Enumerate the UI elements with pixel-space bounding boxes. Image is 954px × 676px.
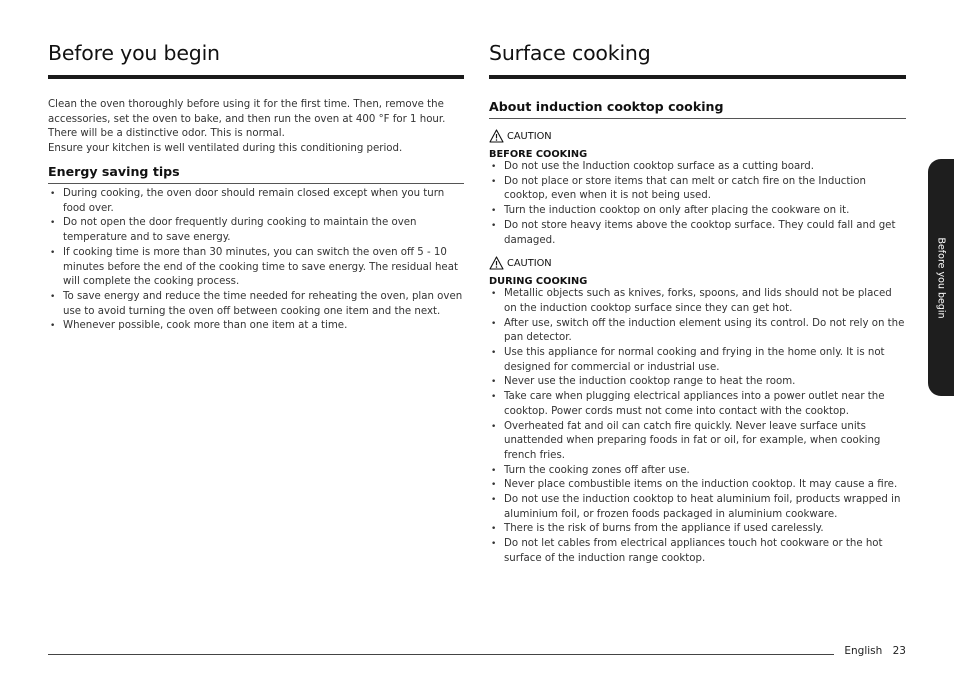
- list-item: • Do not place or store items that can melt or catch fire on the Induction cooktop, even when it is not being used.: [489, 175, 906, 204]
- caution-label: [489, 129, 906, 143]
- intro-paragraph: Clean the oven thoroughly before using it for the first time. Then, remove the accessories, set the oven to bake, and then run the oven at 400 °F for 1 hour. There will be a distinctive odor. This is normal.: [48, 99, 446, 140]
- energy-saving-heading: Energy saving tips: [48, 164, 464, 184]
- page-title-before-you-begin: Before you begin: [48, 41, 220, 65]
- title-rule: [489, 75, 906, 79]
- intro-paragraph: Ensure your kitchen is well ventilated during this conditioning period.: [48, 143, 403, 155]
- page-title-surface-cooking: Surface cooking: [489, 41, 651, 65]
- list-item: • Never place combustible items on the induction cooktop. It may cause a fire.: [489, 478, 906, 493]
- warning-triangle-icon: [489, 256, 504, 270]
- list-item: • Never use the induction cooktop range to heat the room.: [489, 375, 906, 390]
- list-item: • Do not store heavy items above the cooktop surface. They could fall and get damaged.: [489, 219, 906, 248]
- footer: [844, 645, 906, 657]
- list-item: • Take care when plugging electrical appliances into a power outlet near the cooktop. Power cords must not come into contact with the cooktop.: [489, 390, 906, 419]
- caution-label: [489, 256, 906, 270]
- before-cooking-list: [489, 160, 906, 248]
- caution-text: CAUTION: [507, 130, 552, 142]
- list-item: • After use, switch off the induction element using its control. Do not rely on the pan detector.: [489, 317, 906, 346]
- footer-rule: [48, 654, 834, 655]
- intro-text: [48, 98, 464, 157]
- side-tab-label: Before you begin: [935, 236, 947, 319]
- during-cooking-list: [489, 287, 906, 566]
- during-cooking-subhead: DURING COOKING: [489, 276, 588, 288]
- list-item: • Turn the cooking zones off after use.: [489, 464, 906, 479]
- list-item: • Overheated fat and oil can catch fire quickly. Never leave surface units unattended when preparing foods in fat or oil, for example, when cooking french fries.: [489, 420, 906, 464]
- list-item: • If cooking time is more than 30 minutes, you can switch the oven off 5 - 10 minutes before the end of the cooking time to save energy. The residual heat will complete the cooking process.: [48, 246, 464, 290]
- list-item: • Metallic objects such as knives, forks, spoons, and lids should not be placed on the induction cooktop surface since they can get hot.: [489, 287, 906, 316]
- induction-section: [489, 99, 906, 567]
- warning-triangle-icon: [489, 129, 504, 143]
- energy-saving-list: [48, 187, 464, 334]
- list-item: • To save energy and reduce the time needed for reheating the oven, plan oven use to avoid turning the oven off between cooking one item and the next.: [48, 290, 464, 319]
- before-cooking-subhead: BEFORE COOKING: [489, 149, 588, 160]
- caution-text: CAUTION: [507, 257, 552, 269]
- list-item: • Use this appliance for normal cooking and frying in the home only. It is not designed for commercial or industrial use.: [489, 346, 906, 375]
- footer-language: English: [844, 645, 883, 657]
- list-item: • Whenever possible, cook more than one item at a time.: [48, 319, 464, 334]
- induction-heading: About induction cooktop cooking: [489, 99, 906, 119]
- title-rule: [48, 75, 464, 79]
- list-item: • There is the risk of burns from the appliance if used carelessly.: [489, 522, 906, 537]
- list-item: • Do not open the door frequently during cooking to maintain the oven temperature and to save energy.: [48, 216, 464, 245]
- list-item: • During cooking, the oven door should remain closed except when you turn food over.: [48, 187, 464, 216]
- list-item: • Turn the induction cooktop on only after placing the cookware on it.: [489, 204, 906, 219]
- list-item: • Do not let cables from electrical appliances touch hot cookware or the hot surface of the induction range cooktop.: [489, 537, 906, 566]
- section-side-tab[interactable]: [928, 159, 954, 396]
- list-item: • Do not use the induction cooktop to heat aluminium foil, products wrapped in aluminium foil, or frozen foods packaged in aluminium cookware.: [489, 493, 906, 522]
- list-item: • Do not use the Induction cooktop surface as a cutting board.: [489, 160, 906, 175]
- energy-saving-section: [48, 164, 464, 334]
- page-number: 23: [892, 645, 906, 657]
